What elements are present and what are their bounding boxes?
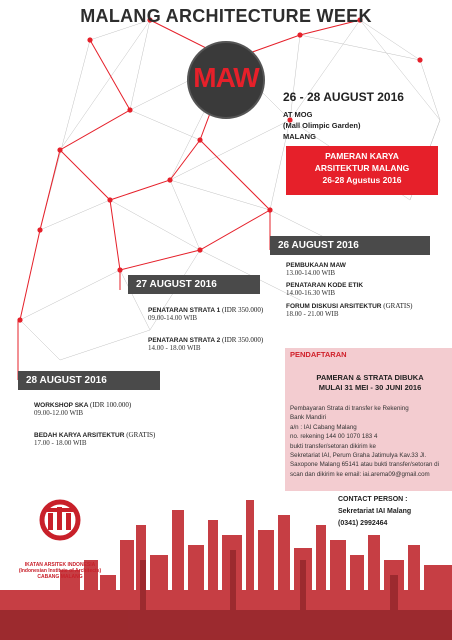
info-line: a/n : IAI Cabang Malang bbox=[290, 423, 357, 431]
venue bbox=[283, 109, 361, 142]
info-line: Bank Mandiri bbox=[290, 414, 327, 422]
venue-line-1: AT MOG bbox=[283, 110, 313, 119]
event-title bbox=[286, 302, 451, 310]
list-item bbox=[286, 282, 451, 297]
page-title: MALANG ARCHITECTURE WEEK bbox=[80, 6, 372, 26]
day26-header: 26 AUGUST 2016 bbox=[270, 236, 430, 255]
info-line: Saxopone Malang 65141 atau bukti transfer/setoran di bbox=[290, 461, 439, 469]
info-line: bukti transfer/setoran dikirim ke bbox=[290, 442, 376, 450]
day28-header: 28 AUGUST 2016 bbox=[18, 371, 160, 390]
event-title bbox=[34, 431, 184, 439]
pameran-banner bbox=[286, 146, 438, 195]
contact-phone: (0341) 2992464 bbox=[338, 520, 388, 527]
event-time: 17.00 - 18.00 WIB bbox=[34, 439, 87, 447]
list-item bbox=[148, 336, 288, 352]
event-title bbox=[148, 336, 288, 344]
event-title: PENATARAN KODE ETIK bbox=[286, 282, 364, 289]
event-price: (IDR 350.000) bbox=[222, 336, 264, 344]
registration-header: PENDAFTARAN bbox=[290, 350, 347, 359]
info-line: scan dan dikirim ke email: iai.arema09@gmail.com bbox=[290, 470, 430, 478]
event-price: (IDR 100.000) bbox=[89, 401, 132, 409]
event-price: (GRATIS) bbox=[126, 431, 156, 439]
contact-person bbox=[338, 494, 448, 530]
event-title-text: PENATARAN STRATA 2 bbox=[148, 337, 223, 344]
list-item bbox=[286, 302, 451, 318]
pameran-line-1: PAMERAN KARYA bbox=[325, 151, 399, 161]
event-time: 14.00 - 18.00 WIB bbox=[148, 344, 201, 352]
list-item bbox=[286, 262, 451, 277]
event-dates: 26 - 28 AUGUST 2016 bbox=[283, 90, 404, 104]
contact-label: CONTACT PERSON : bbox=[338, 496, 408, 503]
event-time: 14.00-16.30 WIB bbox=[286, 289, 336, 297]
iai-line-2: (Indonesian Institute of Architects) bbox=[18, 568, 102, 574]
event-title-text: PENATARAN STRATA 1 bbox=[148, 307, 223, 314]
pameran-line-3: 26-28 Agustus 2016 bbox=[322, 175, 402, 185]
day27-events bbox=[148, 306, 288, 352]
info-line: no. rekening 144 00 1070 183 4 bbox=[290, 433, 378, 441]
registration-period bbox=[290, 373, 450, 393]
venue-line-3: MALANG bbox=[283, 132, 316, 141]
info-line: Sekretariat IAI, Perum Graha Jatimulya Kav.33 Jl. bbox=[290, 452, 427, 460]
day28-events bbox=[34, 401, 184, 447]
event-title-text: BEDAH KARYA ARSITEKTUR bbox=[34, 432, 127, 439]
event-time: 18.00 - 21.00 WIB bbox=[286, 310, 339, 318]
event-price: (IDR 350.000) bbox=[222, 306, 264, 314]
event-title-text: WORKSHOP SKA bbox=[34, 402, 90, 409]
contact-name: Sekretariat IAI Malang bbox=[338, 508, 412, 515]
event-price: (GRATIS) bbox=[383, 302, 413, 310]
registration-line-1: PAMERAN & STRATA DIBUKA bbox=[316, 373, 424, 382]
day27-header: 27 AUGUST 2016 bbox=[128, 275, 260, 294]
iai-line-1: IKATAN ARSITEK INDONESIA bbox=[24, 562, 96, 568]
list-item bbox=[34, 431, 184, 447]
event-title-text: FORUM DISKUSI ARSITEKTUR bbox=[286, 303, 384, 310]
event-time: 13.00-14.00 WIB bbox=[286, 269, 336, 277]
event-time: 09.00-14.00 WIB bbox=[148, 314, 198, 322]
event-title bbox=[34, 401, 184, 409]
info-line: Pembayaran Strata di transfer ke Rekening bbox=[290, 405, 409, 412]
event-title: PEMBUKAAN MAW bbox=[286, 262, 346, 269]
registration-line-2: MULAI 31 MEI - 30 JUNI 2016 bbox=[318, 383, 422, 392]
pameran-line-2: ARSITEKTUR MALANG bbox=[314, 163, 410, 173]
iai-line-3: CABANG MALANG bbox=[37, 574, 83, 580]
venue-line-2: (Mall Olimpic Garden) bbox=[283, 121, 361, 130]
event-title bbox=[148, 306, 288, 314]
day26-events bbox=[286, 262, 451, 318]
registration-info bbox=[290, 404, 450, 479]
event-time: 09.00-12.00 WIB bbox=[34, 409, 84, 417]
list-item bbox=[148, 306, 288, 322]
list-item bbox=[34, 401, 184, 417]
maw-logo: MAW bbox=[193, 62, 259, 93]
iai-logo-text bbox=[8, 562, 112, 580]
